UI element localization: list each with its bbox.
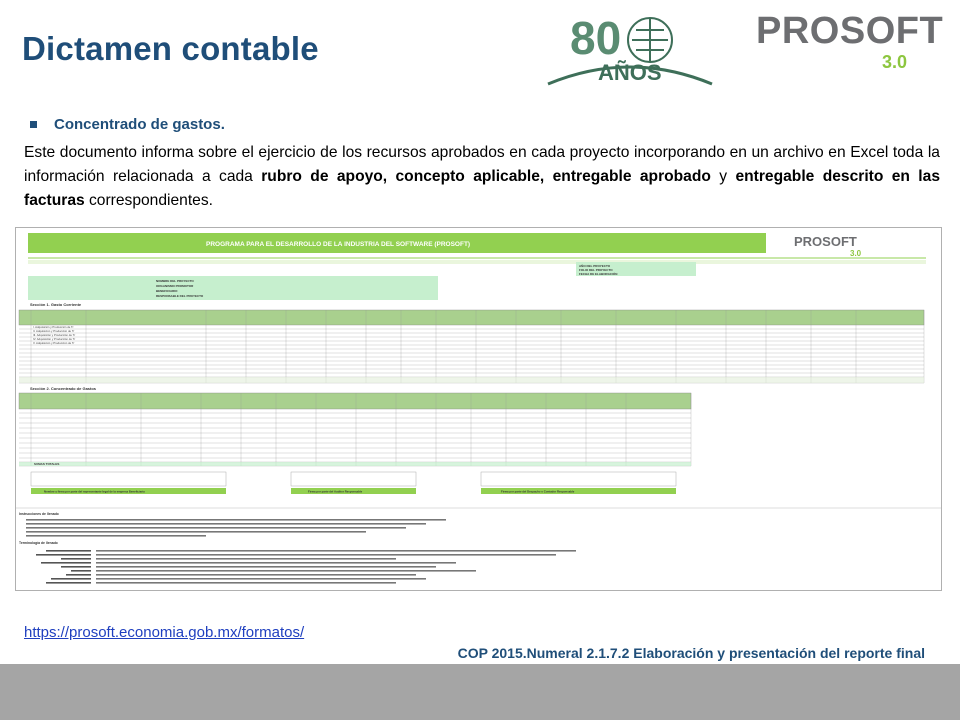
sheet-totals-label: SUMAS TOTALES — [34, 462, 60, 466]
spreadsheet-drawing — [16, 228, 941, 590]
sheet-logo-word: PROSOFT — [794, 234, 857, 249]
svg-text:ORGANISMO PROMOTOR: ORGANISMO PROMOTOR — [156, 284, 194, 288]
svg-text:NOMBRE DEL PROYECTO: NOMBRE DEL PROYECTO — [156, 279, 194, 283]
sheet-section1-rows — [33, 325, 75, 345]
logo-80-circle-mark — [628, 18, 672, 62]
svg-text:III. Adquisición y Producción: III. Adquisición y Producción de Tr — [33, 333, 76, 337]
paragraph-part1: Este documento informa sobre el ejercicio de los recursos aprobados en cada proyecto incorporando en un archivo en Excel toda la información relacionada a cada — [24, 144, 940, 185]
sheet-section2-title: Sección 2. Concentrado de Gastos — [30, 386, 97, 391]
svg-text:IV. Adquisición y Producción d: IV. Adquisición y Producción de Tr — [33, 337, 76, 341]
paragraph-part2: y — [710, 168, 736, 185]
bullet-square-icon — [30, 121, 37, 128]
svg-text:V. Adquisición y Producción de: V. Adquisición y Producción de Tr — [33, 341, 75, 345]
bottom-bar — [0, 664, 960, 720]
sheet-terminology-keys — [36, 550, 91, 584]
svg-text:FECHA DE ELABORACIÓN: FECHA DE ELABORACIÓN — [579, 272, 618, 276]
80-anos-logo — [540, 10, 720, 88]
sheet-logo-version: 3.0 — [850, 249, 862, 258]
sheet-banner-text: PROGRAMA PARA EL DESARROLLO DE LA INDUSTRIA DEL SOFTWARE (PROSOFT) — [206, 241, 471, 248]
sheet-instruction-lines — [26, 519, 446, 537]
svg-text:I. Adquisición y Producción de: I. Adquisición y Producción de Tr — [33, 325, 74, 329]
section-bullet — [30, 116, 225, 133]
prosoft-logo-word: PROSOFT — [756, 10, 944, 52]
slide-title: Dictamen contable — [22, 30, 319, 67]
sheet-signature-blocks — [31, 472, 676, 486]
bullet-text: Concentrado de gastos. — [54, 116, 225, 133]
spreadsheet-image — [15, 227, 942, 591]
paragraph-bold1: rubro de apoyo, concepto aplicable, entregable aprobado — [261, 168, 711, 185]
svg-text:Firma por parte del Despacho o: Firma por parte del Despacho o Contador Responsable — [501, 489, 575, 494]
paragraph-bold2: entregable descrito en las facturas — [24, 168, 940, 209]
svg-text:AÑO DEL PROYECTO: AÑO DEL PROYECTO — [579, 264, 611, 268]
sheet-section1-header — [19, 310, 924, 325]
sheet-instructions-title: Instrucciones de llenado — [19, 512, 59, 516]
sheet-section2-header — [19, 393, 691, 409]
sheet-terminology-lines — [96, 550, 576, 584]
svg-text:II. Adquisición y Producción d: II. Adquisición y Producción de Tr — [33, 329, 75, 333]
svg-text:FOLIO DEL PROYECTO: FOLIO DEL PROYECTO — [579, 268, 613, 272]
svg-text:RESPONSABLE DEL PROYECTO: RESPONSABLE DEL PROYECTO — [156, 294, 204, 298]
svg-text:Nombre y firma por parte del r: Nombre y firma por parte del representante legal de la empresa Beneficiaria — [44, 489, 145, 494]
logo-80-number: 80 — [570, 12, 622, 64]
svg-text:Firma por parte del Auditor Re: Firma por parte del Auditor Responsable — [308, 489, 363, 494]
formatos-link[interactable]: https://prosoft.economia.gob.mx/formatos/ — [24, 624, 305, 641]
prosoft-logo-version: 3.0 — [882, 52, 908, 72]
sheet-info-block — [576, 262, 696, 276]
paragraph-part3: correspondientes. — [84, 192, 213, 209]
sheet-project-block — [28, 276, 438, 300]
description-paragraph — [24, 141, 940, 213]
sheet-terminology-title: Terminología de llenado — [19, 541, 58, 545]
sheet-section1-title: Sección 1. Gasto Corriente — [30, 302, 82, 307]
svg-text:BENEFICIARIO: BENEFICIARIO — [156, 289, 178, 293]
logo-80-text: AÑOS — [598, 60, 662, 85]
prosoft-logo — [748, 8, 944, 80]
footer-reference: COP 2015.Numeral 2.1.7.2 Elaboración y presentación del reporte final — [457, 645, 925, 661]
